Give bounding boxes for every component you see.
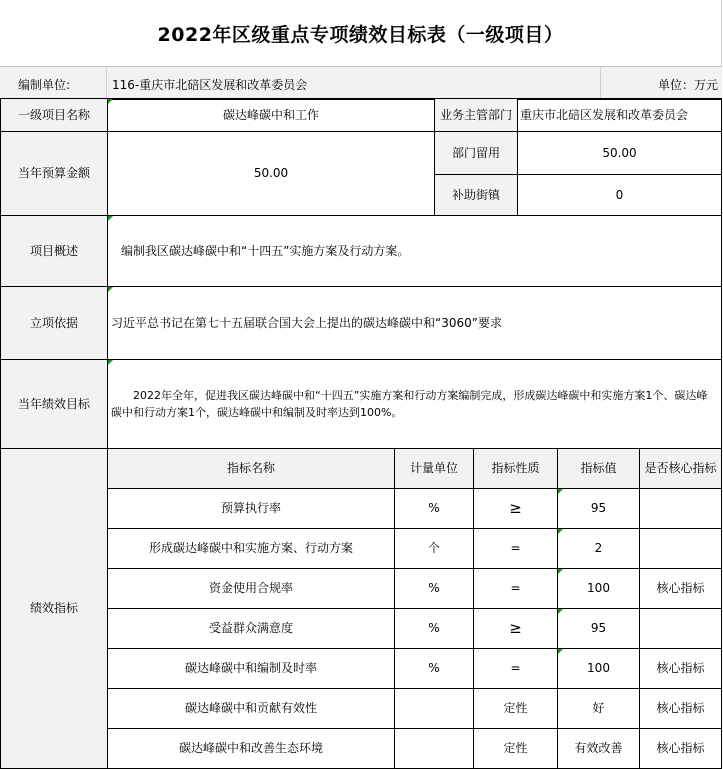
indicator-value: 好 bbox=[558, 689, 640, 729]
budget-amount: 50.00 bbox=[108, 132, 435, 216]
overview-label: 项目概述 bbox=[0, 216, 108, 287]
dept-label: 业务主管部门 bbox=[435, 99, 518, 132]
compiling-unit-label: 编制单位: bbox=[18, 78, 71, 92]
page-title: 2022年区级重点专项绩效目标表（一级项目） bbox=[0, 0, 722, 66]
indicator-nature: = bbox=[474, 529, 558, 569]
subsidy-label: 补助街镇 bbox=[435, 175, 518, 216]
indicator-core: 核心指标 bbox=[640, 569, 722, 609]
col-header-unit: 计量单位 bbox=[395, 449, 474, 489]
col-header-core: 是否核心指标 bbox=[640, 449, 722, 489]
indicator-unit bbox=[395, 689, 474, 729]
unit-bar bbox=[0, 66, 722, 100]
indicator-nature: = bbox=[474, 569, 558, 609]
indicator-value: 95 bbox=[558, 609, 640, 649]
goal-label: 当年绩效目标 bbox=[0, 360, 108, 449]
indicator-name: 碳达峰碳中和贡献有效性 bbox=[108, 689, 395, 729]
indicator-name: 碳达峰碳中和改善生态环境 bbox=[108, 729, 395, 769]
indicator-value: 有效改善 bbox=[558, 729, 640, 769]
indicator-nature: 定性 bbox=[474, 729, 558, 769]
indicator-name: 预算执行率 bbox=[108, 489, 395, 529]
indicator-name: 形成碳达峰碳中和实施方案、行动方案 bbox=[108, 529, 395, 569]
indicator-value: 95 bbox=[558, 489, 640, 529]
performance-table bbox=[0, 99, 723, 769]
project-name-value: 碳达峰碳中和工作 bbox=[108, 99, 435, 132]
indicator-value: 100 bbox=[558, 649, 640, 689]
indicator-nature: ≥ bbox=[474, 609, 558, 649]
indicator-nature: 定性 bbox=[474, 689, 558, 729]
indicator-core bbox=[640, 529, 722, 569]
col-header-nature: 指标性质 bbox=[474, 449, 558, 489]
basis-text: 习近平总书记在第七十五届联合国大会上提出的碳达峰碳中和“3060”要求 bbox=[108, 287, 722, 360]
indicator-name: 碳达峰碳中和编制及时率 bbox=[108, 649, 395, 689]
project-name-label: 一级项目名称 bbox=[0, 99, 108, 132]
indicator-unit: % bbox=[395, 649, 474, 689]
indicator-core: 核心指标 bbox=[640, 689, 722, 729]
currency-unit: 单位：万元 bbox=[657, 78, 718, 92]
indicator-name: 资金使用合规率 bbox=[108, 569, 395, 609]
dept-value: 重庆市北碚区发展和改革委员会 bbox=[518, 99, 722, 132]
indicator-core bbox=[640, 609, 722, 649]
col-header-value: 指标值 bbox=[558, 449, 640, 489]
basis-label: 立项依据 bbox=[0, 287, 108, 360]
indicators-label: 绩效指标 bbox=[0, 449, 108, 769]
indicator-core: 核心指标 bbox=[640, 729, 722, 769]
indicator-name: 受益群众满意度 bbox=[108, 609, 395, 649]
col-header-name: 指标名称 bbox=[108, 449, 395, 489]
indicator-core: 核心指标 bbox=[640, 649, 722, 689]
indicator-unit: % bbox=[395, 569, 474, 609]
indicator-unit bbox=[395, 729, 474, 769]
retained-label: 部门留用 bbox=[435, 132, 518, 175]
indicator-value: 2 bbox=[558, 529, 640, 569]
indicator-nature: = bbox=[474, 649, 558, 689]
indicator-nature: ≥ bbox=[474, 489, 558, 529]
indicator-unit: % bbox=[395, 609, 474, 649]
goal-text: 2022年全年，促进我区碳达峰碳中和“十四五”实施方案和行动方案编制完成，形成碳达峰碳中和实施方案1个、碳达峰碳中和行动方案1个，碳达峰碳中和编制及时率达到100%。 bbox=[108, 360, 722, 449]
budget-label: 当年预算金额 bbox=[0, 132, 108, 216]
indicator-core bbox=[640, 489, 722, 529]
indicator-value: 100 bbox=[558, 569, 640, 609]
indicator-unit: 个 bbox=[395, 529, 474, 569]
indicator-unit: % bbox=[395, 489, 474, 529]
overview-text: 编制我区碳达峰碳中和“十四五”实施方案及行动方案。 bbox=[108, 216, 722, 287]
compiling-unit-value: 116-重庆市北碚区发展和改革委员会 bbox=[112, 78, 308, 92]
subsidy-value: 0 bbox=[518, 175, 722, 216]
retained-value: 50.00 bbox=[518, 132, 722, 175]
